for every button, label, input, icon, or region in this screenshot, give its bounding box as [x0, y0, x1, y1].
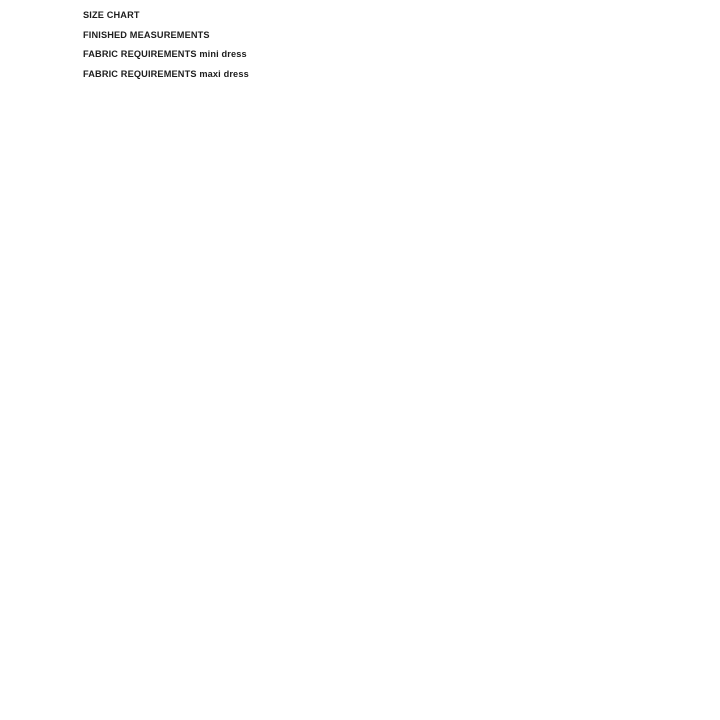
fabric-maxi-title-suffix: maxi dress — [196, 68, 249, 79]
fabric-maxi-title-main: FABRIC REQUIREMENTS — [83, 68, 197, 79]
section-title-size-chart: SIZE CHART — [83, 10, 140, 20]
fabric-mini-title-main: FABRIC REQUIREMENTS — [83, 49, 197, 59]
fabric-mini-title-suffix: mini dress — [196, 49, 247, 59]
section-title-fabric-mini — [83, 49, 642, 60]
section-title-fabric-maxi — [83, 69, 642, 80]
section-title-finished-measurements: FINISHED MEASUREMENTS — [83, 29, 210, 40]
